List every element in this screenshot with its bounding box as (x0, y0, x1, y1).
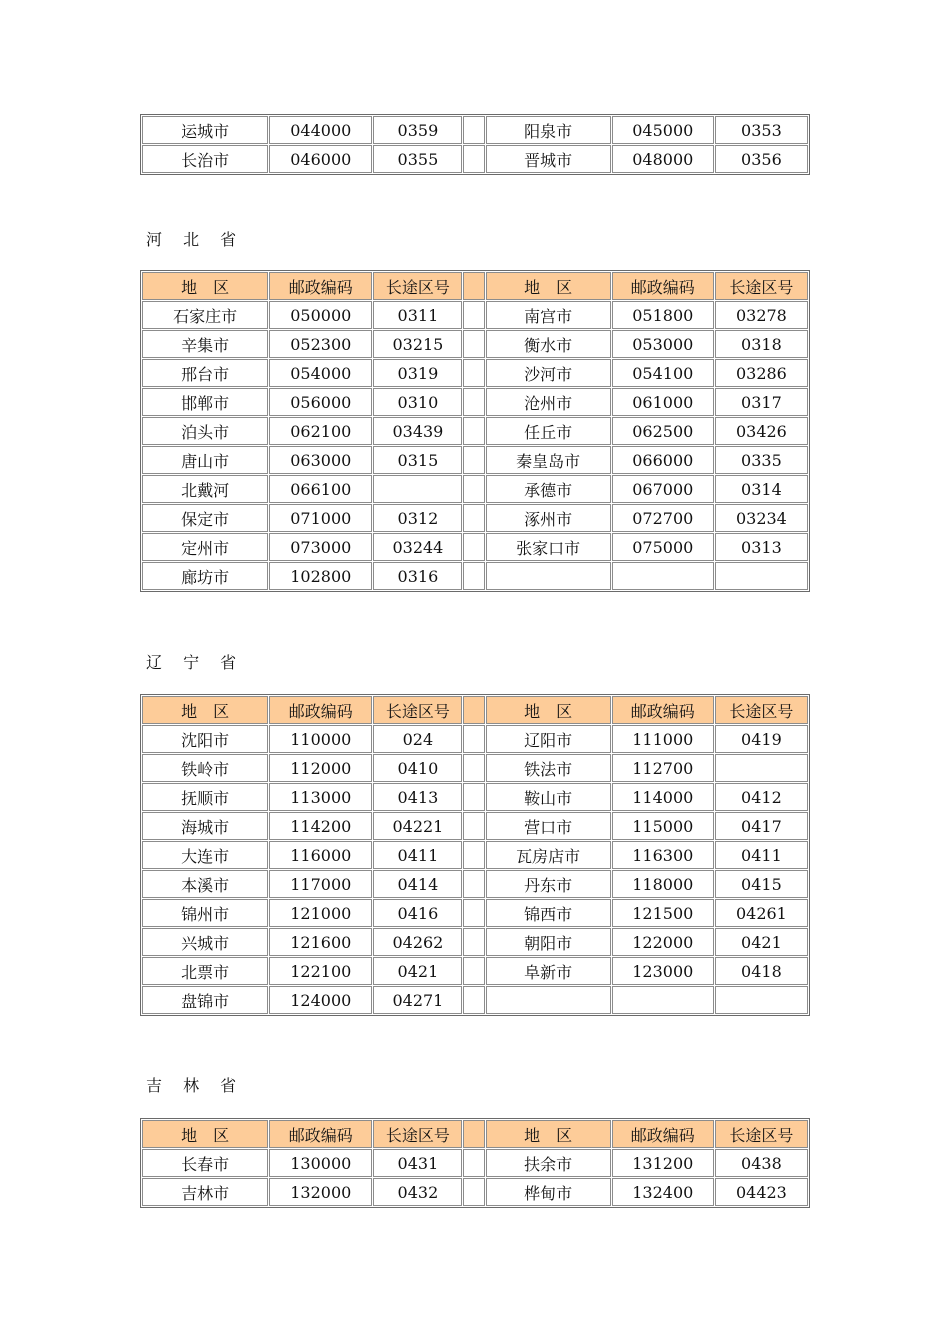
region-cell: 阜新市 (486, 957, 611, 985)
region-cell (486, 562, 611, 590)
column-spacer (463, 1178, 484, 1206)
area-code-cell: 0316 (373, 562, 462, 590)
postal-code-cell (612, 562, 714, 590)
region-cell: 沈阳市 (142, 725, 268, 753)
area-code-cell: 0313 (715, 533, 808, 561)
region-cell: 任丘市 (486, 417, 611, 445)
postal-code-cell: 062100 (269, 417, 372, 445)
region-cell: 兴城市 (142, 928, 268, 956)
region-cell: 桦甸市 (486, 1178, 611, 1206)
area-code-cell: 0314 (715, 475, 808, 503)
table-row (142, 812, 808, 840)
area-code-cell: 04271 (373, 986, 462, 1014)
column-spacer (463, 928, 484, 956)
region-cell: 吉林市 (142, 1178, 268, 1206)
table-row (142, 562, 808, 590)
column-spacer (463, 359, 484, 387)
header-region: 地 区 (142, 696, 268, 724)
header-postal-code: 邮政编码 (612, 1120, 714, 1148)
postal-code-cell: 063000 (269, 446, 372, 474)
column-spacer (463, 417, 484, 445)
region-cell: 廊坊市 (142, 562, 268, 590)
table-row (142, 359, 808, 387)
area-code-cell (715, 754, 808, 782)
postal-code-cell: 112000 (269, 754, 372, 782)
postcode-table (140, 1118, 810, 1208)
table-row (142, 841, 808, 869)
column-spacer (463, 957, 484, 985)
column-spacer (463, 1149, 484, 1177)
area-code-cell: 0416 (373, 899, 462, 927)
header-area-code: 长途区号 (715, 1120, 808, 1148)
region-cell: 盘锦市 (142, 986, 268, 1014)
column-spacer (463, 388, 484, 416)
column-spacer (463, 899, 484, 927)
postal-code-cell: 116000 (269, 841, 372, 869)
column-spacer (463, 696, 484, 724)
column-spacer (463, 562, 484, 590)
table-row (142, 301, 808, 329)
area-code-cell: 024 (373, 725, 462, 753)
area-code-cell: 0432 (373, 1178, 462, 1206)
table-row (142, 725, 808, 753)
table-row (142, 504, 808, 532)
postal-code-cell: 130000 (269, 1149, 372, 1177)
region-cell: 朝阳市 (486, 928, 611, 956)
region-cell: 邢台市 (142, 359, 268, 387)
region-cell: 营口市 (486, 812, 611, 840)
region-cell: 唐山市 (142, 446, 268, 474)
region-cell: 邯郸市 (142, 388, 268, 416)
postal-code-cell: 062500 (612, 417, 714, 445)
postal-code-cell: 045000 (612, 116, 714, 144)
area-code-cell: 0317 (715, 388, 808, 416)
postal-code-cell: 046000 (269, 145, 372, 173)
area-code-cell: 0355 (373, 145, 462, 173)
area-code-cell: 04221 (373, 812, 462, 840)
postal-code-cell: 116300 (612, 841, 714, 869)
region-cell: 运城市 (142, 116, 268, 144)
region-cell: 张家口市 (486, 533, 611, 561)
column-spacer (463, 330, 484, 358)
header-postal-code: 邮政编码 (269, 1120, 372, 1148)
header-postal-code: 邮政编码 (612, 272, 714, 300)
region-cell: 辽阳市 (486, 725, 611, 753)
postal-code-cell: 066100 (269, 475, 372, 503)
header-area-code: 长途区号 (715, 272, 808, 300)
column-spacer (463, 725, 484, 753)
postal-code-cell: 066000 (612, 446, 714, 474)
area-code-cell: 0318 (715, 330, 808, 358)
region-cell: 北戴河 (142, 475, 268, 503)
table-row (142, 1149, 808, 1177)
area-code-cell: 03234 (715, 504, 808, 532)
area-code-cell: 0418 (715, 957, 808, 985)
table-row (142, 475, 808, 503)
region-cell: 承德市 (486, 475, 611, 503)
region-cell: 铁法市 (486, 754, 611, 782)
header-postal-code: 邮政编码 (269, 696, 372, 724)
area-code-cell: 0410 (373, 754, 462, 782)
region-cell: 南宫市 (486, 301, 611, 329)
region-cell: 鞍山市 (486, 783, 611, 811)
postcode-table (140, 270, 810, 592)
postal-code-cell: 111000 (612, 725, 714, 753)
postal-code-cell: 117000 (269, 870, 372, 898)
postal-code-cell: 118000 (612, 870, 714, 898)
postal-code-cell: 044000 (269, 116, 372, 144)
postal-code-cell: 113000 (269, 783, 372, 811)
region-cell: 晋城市 (486, 145, 611, 173)
postal-code-cell: 123000 (612, 957, 714, 985)
area-code-cell: 0353 (715, 116, 808, 144)
area-code-cell: 0421 (373, 957, 462, 985)
postal-code-cell: 114200 (269, 812, 372, 840)
area-code-cell: 0411 (373, 841, 462, 869)
area-code-cell: 0312 (373, 504, 462, 532)
table-row (142, 116, 808, 144)
header-region: 地 区 (486, 1120, 611, 1148)
area-code-cell: 0335 (715, 446, 808, 474)
region-cell: 北票市 (142, 957, 268, 985)
region-cell: 铁岭市 (142, 754, 268, 782)
postal-code-cell: 110000 (269, 725, 372, 753)
column-spacer (463, 301, 484, 329)
header-area-code: 长途区号 (373, 272, 462, 300)
header-region: 地 区 (486, 272, 611, 300)
table-row (142, 870, 808, 898)
column-spacer (463, 145, 484, 173)
postal-code-cell: 122100 (269, 957, 372, 985)
column-spacer (463, 870, 484, 898)
postal-code-cell: 121500 (612, 899, 714, 927)
area-code-cell: 0431 (373, 1149, 462, 1177)
postal-code-cell: 075000 (612, 533, 714, 561)
table-row (142, 928, 808, 956)
region-cell: 本溪市 (142, 870, 268, 898)
area-code-cell: 03215 (373, 330, 462, 358)
table-header-row (142, 1120, 808, 1148)
postal-code-cell: 132000 (269, 1178, 372, 1206)
table-row (142, 533, 808, 561)
area-code-cell: 0356 (715, 145, 808, 173)
postcode-table (140, 114, 810, 175)
province-title: 河 北 省 (146, 230, 245, 249)
area-code-cell: 0315 (373, 446, 462, 474)
region-cell (486, 986, 611, 1014)
header-area-code: 长途区号 (373, 696, 462, 724)
table-row (142, 899, 808, 927)
table-row (142, 1178, 808, 1206)
postal-code-cell: 048000 (612, 145, 714, 173)
region-cell: 长治市 (142, 145, 268, 173)
region-cell: 辛集市 (142, 330, 268, 358)
region-cell: 阳泉市 (486, 116, 611, 144)
region-cell: 抚顺市 (142, 783, 268, 811)
postal-code-cell: 102800 (269, 562, 372, 590)
column-spacer (463, 533, 484, 561)
header-region: 地 区 (142, 272, 268, 300)
table-row (142, 446, 808, 474)
area-code-cell: 0413 (373, 783, 462, 811)
area-code-cell: 04262 (373, 928, 462, 956)
region-cell: 锦州市 (142, 899, 268, 927)
region-cell: 丹东市 (486, 870, 611, 898)
area-code-cell: 0419 (715, 725, 808, 753)
area-code-cell: 0411 (715, 841, 808, 869)
postal-code-cell: 073000 (269, 533, 372, 561)
column-spacer (463, 783, 484, 811)
column-spacer (463, 504, 484, 532)
area-code-cell: 0417 (715, 812, 808, 840)
postal-code-cell: 051800 (612, 301, 714, 329)
postal-code-cell: 131200 (612, 1149, 714, 1177)
postal-code-cell: 050000 (269, 301, 372, 329)
area-code-cell (373, 475, 462, 503)
region-cell: 定州市 (142, 533, 268, 561)
area-code-cell: 03426 (715, 417, 808, 445)
table-row (142, 957, 808, 985)
region-cell: 锦西市 (486, 899, 611, 927)
header-postal-code: 邮政编码 (269, 272, 372, 300)
area-code-cell: 04423 (715, 1178, 808, 1206)
province-title: 吉 林 省 (146, 1076, 245, 1095)
postal-code-cell: 115000 (612, 812, 714, 840)
area-code-cell: 0412 (715, 783, 808, 811)
region-cell: 长春市 (142, 1149, 268, 1177)
postal-code-cell: 121600 (269, 928, 372, 956)
region-cell: 沙河市 (486, 359, 611, 387)
area-code-cell: 03439 (373, 417, 462, 445)
postal-code-cell: 114000 (612, 783, 714, 811)
table-row (142, 754, 808, 782)
table-row (142, 330, 808, 358)
region-cell: 石家庄市 (142, 301, 268, 329)
region-cell: 保定市 (142, 504, 268, 532)
area-code-cell: 0311 (373, 301, 462, 329)
header-region: 地 区 (142, 1120, 268, 1148)
column-spacer (463, 1120, 484, 1148)
region-cell: 沧州市 (486, 388, 611, 416)
area-code-cell: 0415 (715, 870, 808, 898)
area-code-cell: 04261 (715, 899, 808, 927)
area-code-cell (715, 986, 808, 1014)
column-spacer (463, 812, 484, 840)
postal-code-cell: 054000 (269, 359, 372, 387)
area-code-cell (715, 562, 808, 590)
region-cell: 扶余市 (486, 1149, 611, 1177)
postal-code-cell: 056000 (269, 388, 372, 416)
header-postal-code: 邮政编码 (612, 696, 714, 724)
table-row (142, 783, 808, 811)
column-spacer (463, 446, 484, 474)
region-cell: 泊头市 (142, 417, 268, 445)
header-region: 地 区 (486, 696, 611, 724)
postal-code-cell: 124000 (269, 986, 372, 1014)
region-cell: 衡水市 (486, 330, 611, 358)
area-code-cell: 0319 (373, 359, 462, 387)
table-header-row (142, 272, 808, 300)
area-code-cell: 03278 (715, 301, 808, 329)
column-spacer (463, 986, 484, 1014)
column-spacer (463, 272, 484, 300)
region-cell: 秦皇岛市 (486, 446, 611, 474)
region-cell: 涿州市 (486, 504, 611, 532)
postal-code-cell: 067000 (612, 475, 714, 503)
area-code-cell: 03286 (715, 359, 808, 387)
postal-code-cell (612, 986, 714, 1014)
postal-code-cell: 061000 (612, 388, 714, 416)
table-row (142, 388, 808, 416)
column-spacer (463, 841, 484, 869)
area-code-cell: 03244 (373, 533, 462, 561)
postal-code-cell: 121000 (269, 899, 372, 927)
postal-code-cell: 054100 (612, 359, 714, 387)
postal-code-cell: 052300 (269, 330, 372, 358)
region-cell: 大连市 (142, 841, 268, 869)
header-area-code: 长途区号 (715, 696, 808, 724)
postal-code-cell: 122000 (612, 928, 714, 956)
postal-code-cell: 071000 (269, 504, 372, 532)
column-spacer (463, 116, 484, 144)
table-header-row (142, 696, 808, 724)
column-spacer (463, 475, 484, 503)
area-code-cell: 0438 (715, 1149, 808, 1177)
table-row (142, 417, 808, 445)
area-code-cell: 0414 (373, 870, 462, 898)
postal-code-cell: 132400 (612, 1178, 714, 1206)
header-area-code: 长途区号 (373, 1120, 462, 1148)
postal-code-cell: 053000 (612, 330, 714, 358)
area-code-cell: 0310 (373, 388, 462, 416)
postcode-table (140, 694, 810, 1016)
table-row (142, 145, 808, 173)
province-title: 辽 宁 省 (146, 653, 245, 672)
region-cell: 海城市 (142, 812, 268, 840)
postal-code-cell: 112700 (612, 754, 714, 782)
table-row (142, 986, 808, 1014)
region-cell: 瓦房店市 (486, 841, 611, 869)
area-code-cell: 0421 (715, 928, 808, 956)
area-code-cell: 0359 (373, 116, 462, 144)
postal-code-cell: 072700 (612, 504, 714, 532)
column-spacer (463, 754, 484, 782)
